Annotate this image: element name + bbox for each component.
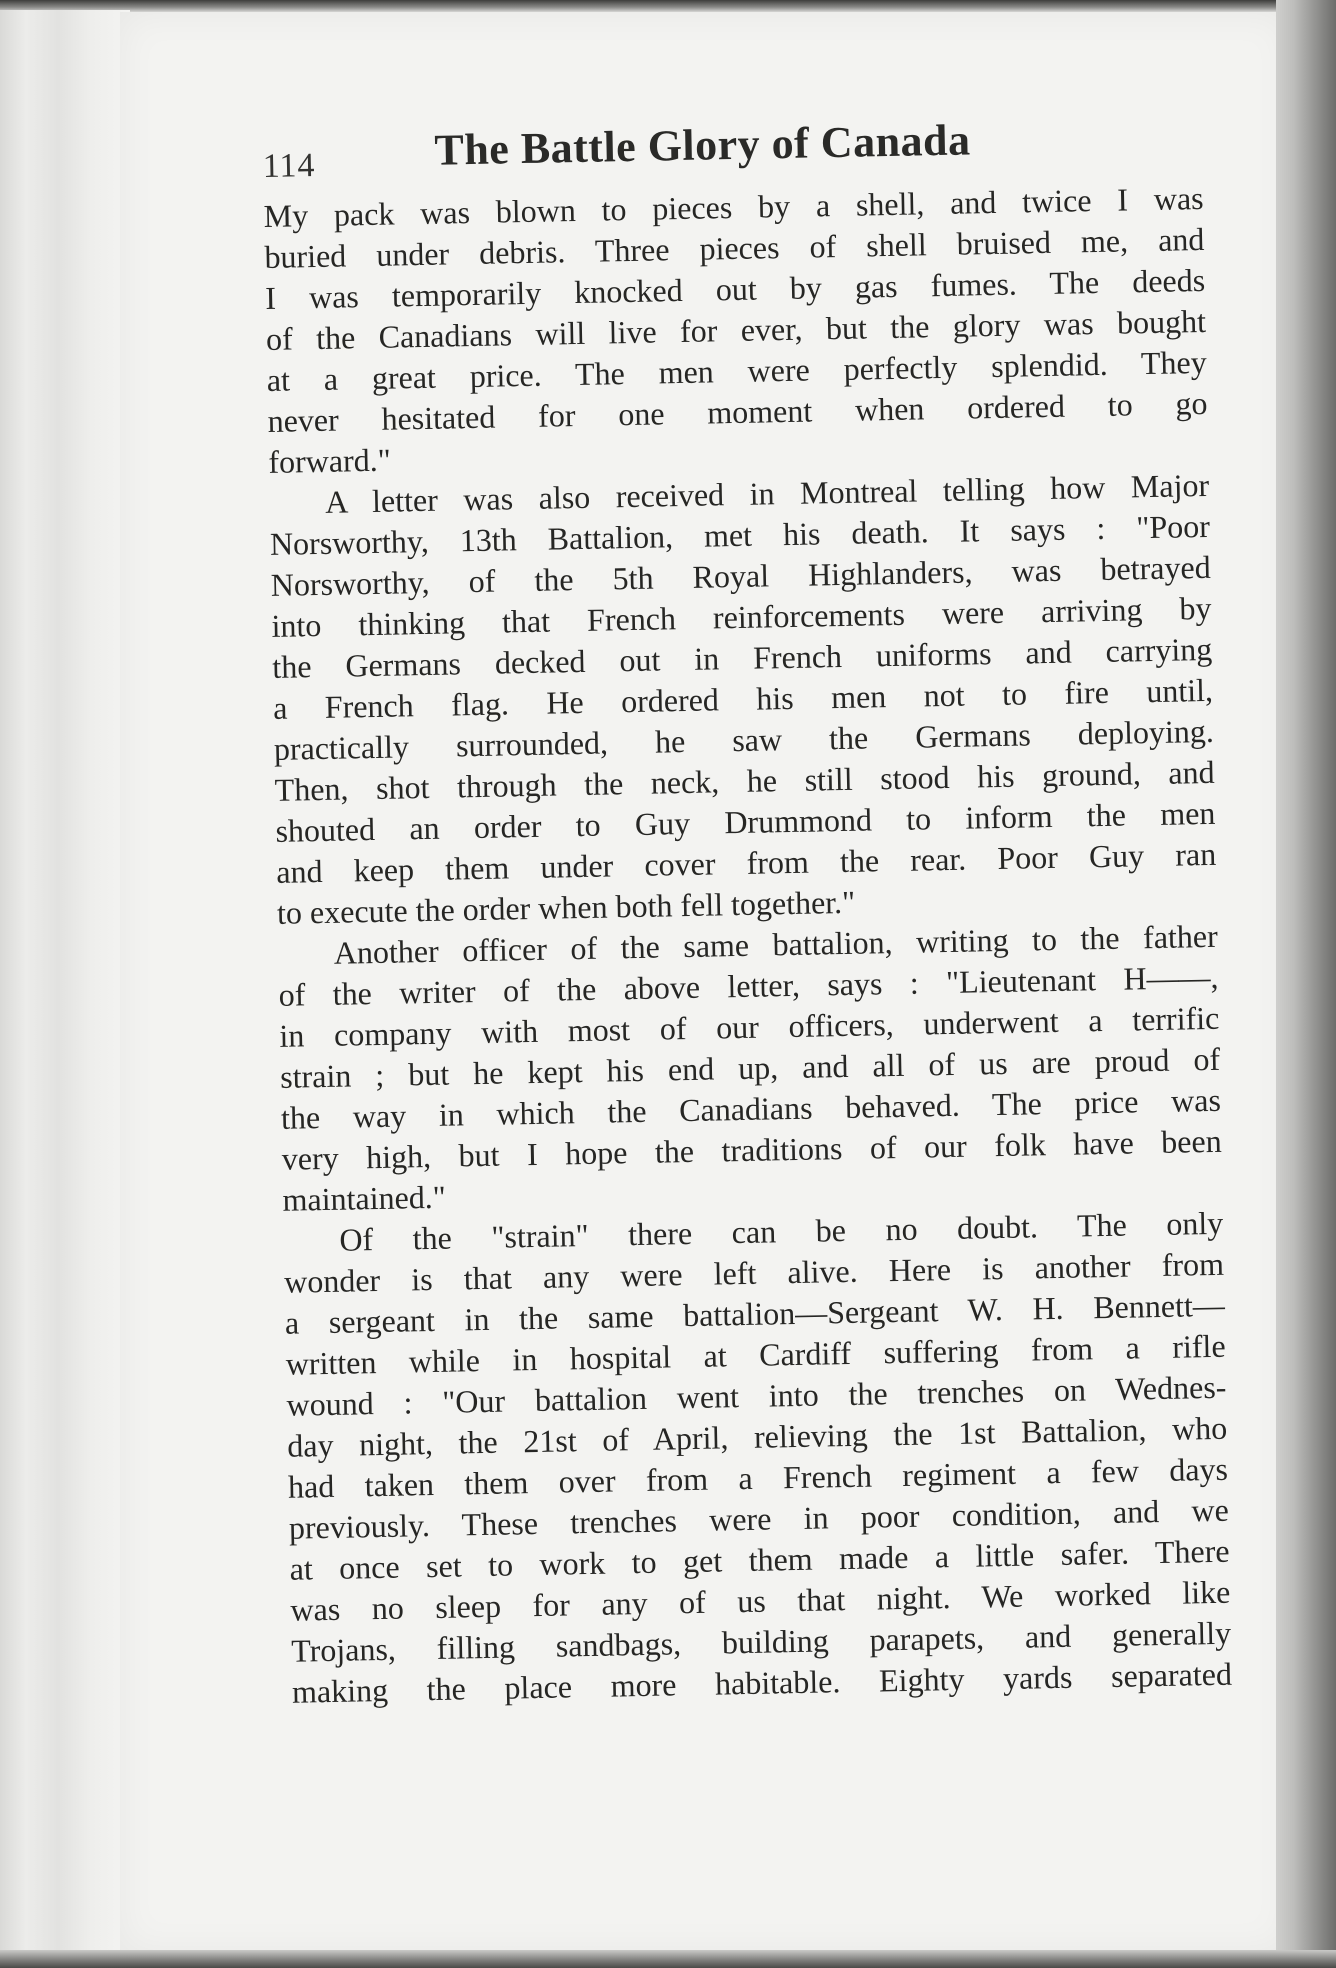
- text-line: Then, shot through the neck, he still stood his ground, and: [274, 753, 1215, 808]
- text-line: at a great price. The men were perfectly splendid. They: [266, 343, 1208, 398]
- book-page-stack-left: [0, 10, 130, 1958]
- text-line: forward.": [268, 441, 392, 480]
- text-line: at once set to work to get them made a little safer. There: [289, 1532, 1230, 1587]
- text-line: making the place more habitable. Eighty yards separated: [291, 1655, 1233, 1710]
- text-line: into thinking that French reinforcements were arriving by: [271, 589, 1212, 644]
- text-line: and keep them under cover from the rear. Poor Guy ran: [275, 835, 1217, 890]
- text-line: a French flag. He ordered his men not to fire until,: [272, 671, 1214, 726]
- paragraph-4: [283, 1203, 1232, 1713]
- page-content: [262, 110, 1232, 1713]
- text-line: buried under debris. Three pieces of shell bruised me, and: [264, 220, 1205, 275]
- text-line: had taken them over from a French regiment a few days: [287, 1450, 1229, 1505]
- text-line: wonder is that any were left alive. Here is another from: [283, 1245, 1225, 1300]
- book-binding-right: [1276, 0, 1336, 1968]
- text-line: Norsworthy, of the 5th Royal Highlanders, was betrayed: [270, 548, 1211, 603]
- text-line: strain ; but he kept his end up, and all of us are proud of: [279, 1040, 1221, 1095]
- text-line: written while in hospital at Cardiff suffering from a rifle: [285, 1327, 1226, 1382]
- text-line: A letter was also received in Montreal telling how Major: [324, 466, 1210, 520]
- text-line: practically surrounded, he saw the Germans deploying.: [273, 712, 1215, 767]
- text-line: very high, but I hope the traditions of our folk have been: [281, 1122, 1222, 1177]
- text-line: My pack was blown to pieces by a shell, and twice I was: [263, 179, 1204, 234]
- scan-bottom-edge: [0, 1950, 1336, 1968]
- text-line: in company with most of our officers, underwent a terrific: [279, 999, 1220, 1054]
- text-line: previously. These trenches were in poor condition, and we: [288, 1491, 1230, 1546]
- text-line: never hesitated for one moment when ordered to go: [267, 384, 1208, 439]
- text-line: was no sleep for any of us that night. We worked like: [290, 1573, 1231, 1628]
- text-line: Norsworthy, 13th Battalion, met his death. It says : "Poor: [269, 507, 1211, 562]
- text-line: day night, the 21st of April, relieving the 1st Battalion, who: [286, 1409, 1228, 1464]
- running-title: The Battle Glory of Canada: [433, 115, 971, 175]
- paragraph-1: [263, 178, 1208, 483]
- text-line: Another officer of the same battalion, writing to the father: [333, 917, 1219, 971]
- page-number: 114: [262, 146, 316, 185]
- text-line: the Germans decked out in French uniforms and carrying: [272, 630, 1213, 685]
- text-line: maintained.": [282, 1178, 447, 1218]
- paragraph-3: [277, 916, 1222, 1221]
- text-line: of the Canadians will live for ever, but the glory was bought: [265, 302, 1207, 357]
- text-line: wound : "Our battalion went into the trenches on Wednes-: [286, 1368, 1227, 1423]
- scan-top-edge: [0, 0, 1336, 12]
- text-line: of the writer of the above letter, says : "Lieutenant H——,: [278, 958, 1219, 1013]
- text-line: the way in which the Canadians behaved. The price was: [280, 1081, 1222, 1136]
- text-line: Trojans, filling sandbags, building parapets, and generally: [290, 1614, 1232, 1669]
- text-line: a sergeant in the same battalion—Sergeant W. H. Bennett—: [284, 1286, 1226, 1341]
- text-line: to execute the order when both fell together.": [276, 883, 856, 931]
- body-text: [263, 178, 1232, 1713]
- text-line: I was temporarily knocked out by gas fumes. The deeds: [264, 261, 1206, 316]
- text-line: Of the "strain" there can be no doubt. The only: [339, 1204, 1224, 1258]
- text-line: shouted an order to Guy Drummond to inform the men: [275, 794, 1216, 849]
- paragraph-2: [269, 465, 1217, 934]
